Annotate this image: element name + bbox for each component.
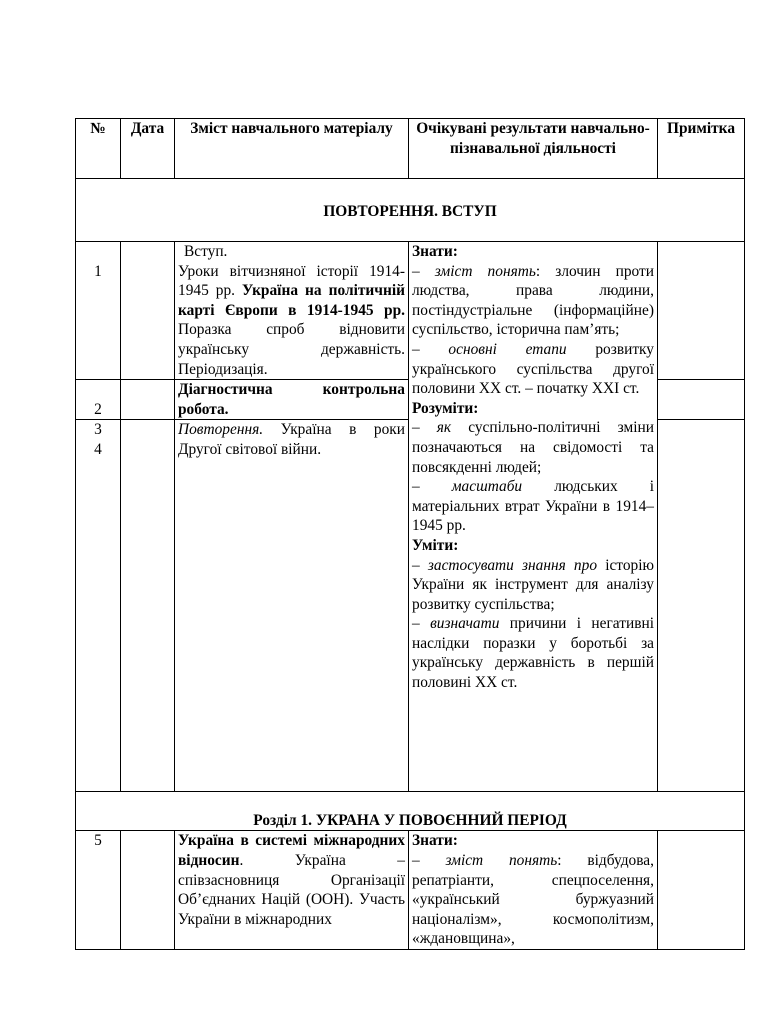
content-plain: Уроки вітчизняної історії 1914-1945 рр. bbox=[178, 262, 405, 300]
know-item bbox=[412, 851, 654, 949]
note-cell bbox=[658, 380, 745, 420]
know-desc: : злочин проти людства, права людини, постіндустріальне (інформаційне) суспільство, історична пам’ять; bbox=[412, 262, 654, 339]
note-cell bbox=[658, 831, 745, 950]
content-italic: Повторення. bbox=[178, 421, 264, 439]
understand-item bbox=[412, 418, 654, 477]
understand-heading: Розуміти: bbox=[412, 399, 479, 417]
section-row bbox=[76, 792, 745, 831]
know-item bbox=[412, 340, 654, 399]
understand-term: – як bbox=[412, 419, 452, 437]
note-cell bbox=[658, 242, 745, 380]
able-desc: причини і негативні наслідки поразки у боротьбі за українську державність в першій половині XX ст. bbox=[412, 615, 654, 692]
content-text bbox=[178, 831, 405, 929]
understand-desc: суспільно-політичні зміни позначаються на свідомості та повсякденні людей; bbox=[412, 419, 654, 476]
know-heading: Знати: bbox=[412, 832, 458, 850]
content-text bbox=[178, 420, 405, 459]
content-plain: Україна в роки Другої світової війни. bbox=[178, 421, 405, 458]
understand-term: – масштаби bbox=[412, 478, 523, 496]
row-number-value: 5 bbox=[94, 832, 102, 850]
lesson-plan-table bbox=[75, 118, 745, 950]
content-tail: Поразка спроб відновити українську державність. Періодизація. bbox=[178, 321, 405, 378]
date-cell bbox=[121, 242, 175, 380]
content-cell bbox=[175, 420, 409, 792]
understand-item bbox=[412, 477, 654, 536]
content-intro: Вступ. bbox=[184, 243, 228, 260]
date-cell bbox=[121, 420, 175, 792]
able-heading: Уміти: bbox=[412, 536, 459, 554]
row-number bbox=[76, 831, 121, 950]
row-number-value: 2 bbox=[94, 400, 102, 418]
content-plain: . Україна – співзасновниця Організації Об’єднаних Націй (ООН). Участь України в міжнародних bbox=[178, 851, 405, 928]
understand-desc: людських і матеріальних втрат України в 1914–1945 рр. bbox=[412, 478, 654, 535]
able-desc: історію України як інструмент для аналізу розвитку суспільства; bbox=[412, 556, 654, 613]
header-note: Примітка bbox=[658, 119, 745, 179]
know-term: – зміст понять bbox=[412, 262, 536, 280]
able-item bbox=[412, 614, 654, 692]
section-title: ПОВТОРЕННЯ. ВСТУП bbox=[76, 179, 745, 242]
note-cell bbox=[658, 420, 745, 792]
header-content: Зміст навчального матеріалу bbox=[175, 119, 409, 179]
header-results: Очікувані результати навчально-пізнавальної діяльності bbox=[409, 119, 658, 179]
row-number-value: 1 bbox=[94, 263, 102, 280]
content-bold: Діагностична контрольна робота. bbox=[178, 381, 405, 418]
content-text bbox=[178, 262, 405, 380]
know-heading: Знати: bbox=[412, 243, 458, 260]
header-number: № bbox=[76, 119, 121, 179]
know-desc: розвитку українського суспільства другої половини XX ст. – початку XXI ст. bbox=[412, 340, 654, 398]
row-number-value: 3 bbox=[94, 421, 102, 439]
know-desc: : відбудова, репатріанти, спецпоселення, «український буржуазний націоналізм», космополітизм, «ждановщина», bbox=[412, 851, 654, 948]
able-term: – застосувати знання про bbox=[412, 556, 598, 574]
able-term: – визначати bbox=[412, 615, 500, 633]
row-number-value: 4 bbox=[94, 440, 102, 458]
row-number bbox=[76, 242, 121, 380]
know-term: – основні етапи bbox=[412, 340, 567, 358]
know-term: – зміст понять bbox=[412, 851, 558, 869]
table-row bbox=[76, 831, 745, 950]
know-item bbox=[412, 262, 654, 340]
header-row bbox=[76, 119, 745, 179]
content-cell bbox=[175, 380, 409, 420]
results-cell bbox=[409, 831, 658, 950]
content-cell bbox=[175, 242, 409, 380]
section-title: Розділ 1. УКРАНА У ПОВОЄННИЙ ПЕРІОД bbox=[76, 792, 745, 831]
content-bold: Україна в системі міжнародних відносин bbox=[178, 832, 405, 869]
row-number bbox=[76, 420, 121, 792]
date-cell bbox=[121, 380, 175, 420]
section-row bbox=[76, 179, 745, 242]
date-cell bbox=[121, 831, 175, 950]
table-row bbox=[76, 242, 745, 380]
header-date: Дата bbox=[121, 119, 175, 179]
results-cell bbox=[409, 242, 658, 792]
row-number bbox=[76, 380, 121, 420]
able-item bbox=[412, 556, 654, 615]
content-bold: Україна на політичній карті Європи в 1914-1945 рр. bbox=[178, 282, 405, 319]
content-cell bbox=[175, 831, 409, 950]
